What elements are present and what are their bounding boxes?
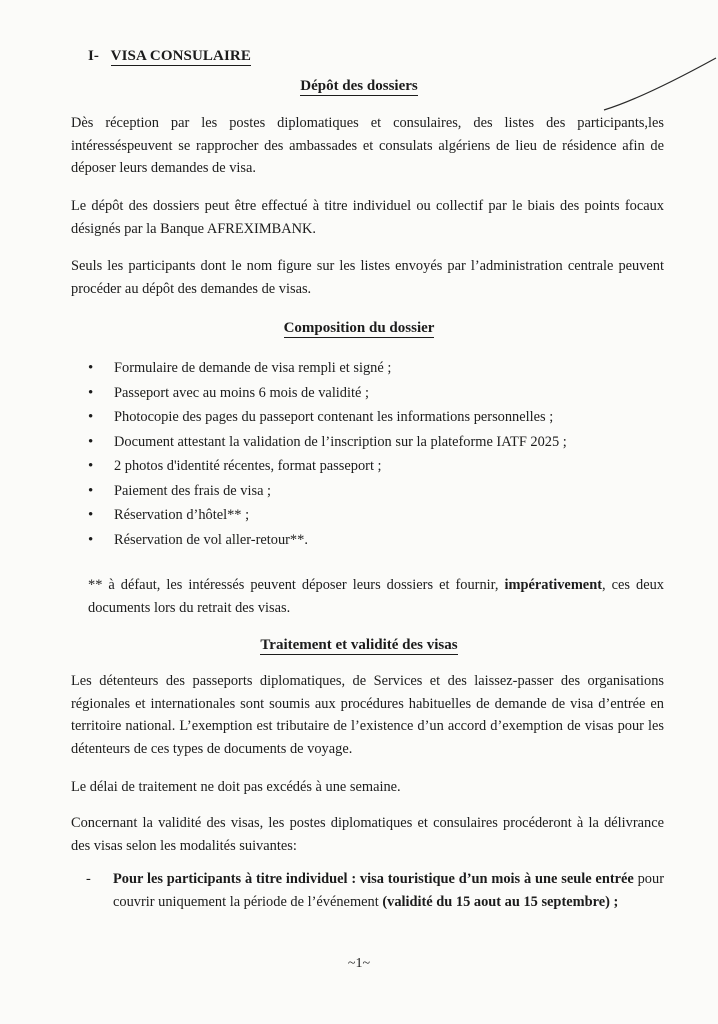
footnote-paragraph — [88, 574, 664, 619]
modalite-bold-lead: Pour les participants à titre individuel : visa touristique d’un mois à une seule entrée — [113, 871, 634, 887]
paragraph-depot-2: Le dépôt des dossiers peut être effectué à titre individuel ou collectif par le biais des points focaux désignés par la Banque AFREXIMBANK. — [71, 198, 664, 237]
heading-traitement — [0, 637, 718, 654]
modalite-bold-tail: (validité du 15 aout au 15 septembre) ; — [382, 893, 619, 910]
section-number: I- — [88, 48, 100, 64]
heading-composition-text: Composition du dossier — [283, 320, 435, 336]
list-item: • 2 photos d'identité récentes, format passeport ; — [88, 455, 567, 480]
list-item: • Réservation d’hôtel** ; — [88, 504, 567, 529]
paragraph-depot-3: Seuls les participants dont le nom figure sur les listes envoyés par l’administration centrale peuvent procéder au dépôt des demandes de visas. — [71, 258, 664, 297]
footnote-emphasis: impérativement — [504, 577, 602, 593]
heading-traitement-text: Traitement et validité des visas — [260, 637, 458, 653]
paragraph-depot-1: Dès réception par les postes diplomatiques et consulaires, des listes des participants,les intéresséspeuvent se rapprocher des ambassades et consulats algériens de lieu de résidence afin de déposer leurs demandes de visa. — [71, 115, 664, 176]
page-number: ~1~ — [347, 956, 371, 971]
list-item: • Réservation de vol aller-retour**. — [88, 529, 567, 554]
list-item: • Document attestant la validation de l’inscription sur la plateforme IATF 2025 ; — [88, 431, 567, 456]
list-item: • Passeport avec au moins 6 mois de validité ; — [88, 382, 567, 407]
heading-composition — [0, 320, 718, 337]
heading-depot-text: Dépôt des dossiers — [300, 78, 418, 94]
section-title — [88, 48, 251, 65]
paragraph-traitement-1: Les détenteurs des passeports diplomatiques, de Services et des laissez-passer des organisations régionales et internationales sont soumis aux procédures habituelles de demande de visa d’entrée en territoire national. L’exemption est tributaire de l’existence d’un accord d’exemption de visas pour les détenteurs de ces types de documents de voyage. — [71, 673, 664, 757]
document-list — [88, 357, 567, 553]
footnote-text: ** à défaut, les intéressés peuvent déposer leurs dossiers et fournir, — [88, 577, 499, 593]
modalite-item — [86, 868, 664, 913]
heading-depot — [0, 78, 718, 95]
section-title-text: VISA CONSULAIRE — [110, 48, 251, 64]
list-item: • Formulaire de demande de visa rempli et signé ; — [88, 357, 567, 382]
dash-marker: - — [86, 871, 91, 887]
footnote-suffix: , ces deux documents lors du retrait des visas. — [88, 577, 664, 616]
paragraph-traitement-3: Concernant la validité des visas, les postes diplomatiques et consulaires procéderont à la délivrance des visas selon les modalités suivantes: — [71, 815, 664, 854]
list-item: • Photocopie des pages du passeport contenant les informations personnelles ; — [88, 406, 567, 431]
modalite-text: pour couvrir uniquement la période de l’événement — [113, 871, 664, 910]
paragraph-traitement-2: Le délai de traitement ne doit pas excédés à une semaine. — [71, 779, 401, 795]
list-item: • Paiement des frais de visa ; — [88, 480, 567, 505]
